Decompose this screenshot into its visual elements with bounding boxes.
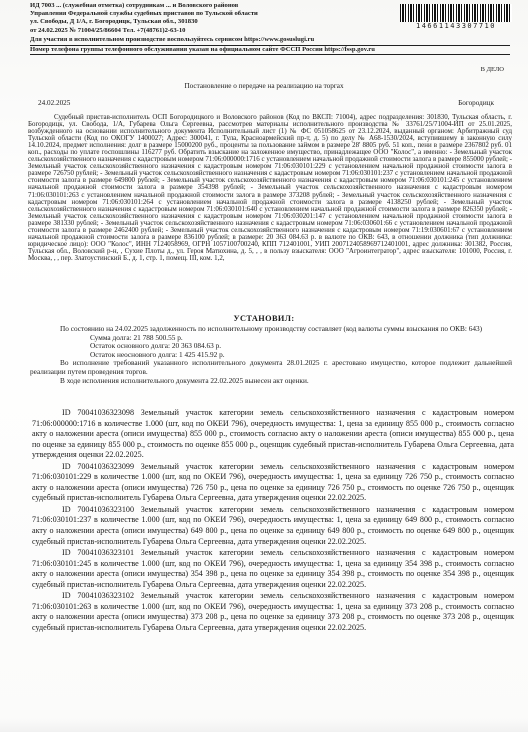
barcode-block bbox=[400, 4, 512, 34]
list-item: ID 70041036323101 Земельный участок категории земель сельскохозяйственного назначения с кадастровым номером 71:06:030101:245 в количестве 1.000 (шт, код по ОКЕИ 796), очередность имущества: 1, цена за единицу 354 398 р., стоимость согласно акту о наложении ареста (описи имущества) 354 398 р., цена по оценке за единицу 354 398 р., стоимость по оценке 354 398 р., оценщик судебный пристав-исполнитель Губарева Ольга Сергеевна, дата утверждения оценки 22.02.2025. bbox=[32, 548, 514, 589]
barcode-number: 14661143307710 bbox=[415, 22, 496, 30]
evaluation-note: В ходе исполнения исполнительного документа 22.02.2025 вынесен акт оценки. bbox=[60, 375, 309, 385]
body-paragraph: Судебный пристав-исполнитель ОСП Богородицкого и Воловского районов (Код по ВКСП: 71004), адрес подразделения: 301830, Тульская область, г. Богородицк, ул. Свобода, 1/А, Губарева Ольга Сергеевна, рассмотрев материалы исполнительного производства № 33761/25/71004-ИП от 25.01.2025, возбужденного на основании исполнительного документа Исполнительный лист (1) № ФС 051058625 от 23.12.2024, выданный органом: Арбитражный суд Тульской области (Код по ОКОГУ 1400027; Адрес: 300041, г. Тула, Красноармейский пр-т, д. 5) по делу № А68-1530/2024, вступившему в законную силу 14.10.2024, предмет исполнения: долг в размере 15000200 руб., проценты за пользование займом в размере 28' 8805 руб. 51 коп., пени в размере 2367802 руб. 01 коп., расходы по уплате госпошлины 116277 руб. Обратить взыскание на заложенное имущество, принадлежащее ООО "Колос", а именно: - Земельный участок сельскохозяйственного назначения с кадастровым номером 71:06:000000:1716 с установлением начальной продажной стоимости залога в размере 855000 рублей; - Земельный участок сельскохозяйственного назначения с кадастровым номером 71:06:030101:229 с установлением начальной продажной стоимости залога в размере 726750 рублей; - Земельный участок сельскохозяйственного назначения с кадастровым номером 71:06:030101:237 с установлением начальной продажной стоимости залога в размере 649800 рублей; - Земельный участок сельскохозяйственного назначения с кадастровым номером 71:06:030101:245 с установлением начальной продажной стоимости залога в размере 354398 рублей; - Земельный участок сельскохозяйственного назначения с кадастровым номером 71:06:030101:263 с установлением начальной продажной стоимости залога в размере 373208 рублей; - Земельный участок сельскохозяйственного назначения с кадастровым номером 71:06:030101:264 с установлением начальной продажной стоимости залога в размере 4138250 рублей; - Земельный участок сельскохозяйственного назначения с кадастровым номером 71:06:030101:640 с установлением начальной продажной стоимости залога в размере 826350 рублей; - Земельный участок сельскохозяйственного назначения с кадастровым номером 71:06:030201:147 с установлением начальной продажной стоимости залога в размере 381330 рублей; - Земельный участок сельскохозяйственного назначения с кадастровым номером 71:06:030601:66 с установлением начальной продажной стоимости залога в размере 2462400 рублей; - Земельный участок сельскохозяйственного назначения с кадастровым номером 71:19:030601:67 с установлением начальной продажной стоимости залога в размере 836100 рублей; в размере: 20 363 084.63 р. в валюте по ОКВ: 643, в отношении должника (тип должника: юридическое лицо): ООО "Колос", ИНН 7124058969, ОГРН 1057100700240, КПП 712401001, УИП 2007124058969712401001, адрес должника: 301382, Россия, Тульская обл., Воловский р-н, , Сухие Плоты д., ул. Героя Матюхина, д. 5, , , в пользу взыскателя: ООО "Агроинтегратор", адрес взыскателя: 101000, Россия, г. Москва, , , пер. Златоустинский Б., д. 1, стр. 1, помещ. III, ком. 1,2, bbox=[28, 113, 512, 262]
date-place-row bbox=[38, 99, 494, 107]
v-delo-mark: В ДЕЛО bbox=[480, 66, 504, 73]
debt-status: По состоянию на 24.02.2025 задолженность по исполнительному производству составляет (код валюты суммы взыскания по ОКВ: 643) bbox=[60, 324, 483, 333]
notice-phone: Номер телефона группы телефонного обслуживания указан на официальном сайте ФССП России https://fssp.gov.ru bbox=[30, 46, 510, 56]
header-line: ИД 7003 ... (служебная отметка) сотрудникам ... и Воловского районов bbox=[30, 2, 239, 9]
execution-note: Во исполнение требований указанного исполнительного документа 28.01.2025 г. арестовано имущество, которое подлежит дальнейшей реализации путем проведения торгов. bbox=[30, 358, 512, 376]
document-body bbox=[28, 114, 512, 262]
header-line: ул. Свободы, Д 1/А, г. Богородицк, Тульская обл., 301830 bbox=[30, 18, 198, 26]
nonmain-debt-rest: Остаток неосновного долга: 1 425 415.92 р. bbox=[90, 349, 225, 359]
header-line: Управления Федеральной службы судебных приставов по Тульской области bbox=[30, 10, 258, 18]
main-debt-rest: Остаток основного долга: 20 363 084.63 р. bbox=[90, 341, 222, 351]
barcode-image bbox=[400, 4, 512, 22]
header-line: от 24.02.2025 № 71004/25/86604 Тел. +7(48761)2-63-10 bbox=[30, 26, 186, 34]
list-item: ID 70041036323102 Земельный участок категории земель сельскохозяйственного назначения с кадастровым номером 71:06:030101:263 в количестве 1.000 (шт, код по ОКЕИ 796), очередность имущества: 1, цена за единицу 373 208 р., стоимость согласно акту о наложении ареста (описи имущества) 373 208 р., цена по оценке за единицу 373 208 р., стоимость по оценке 373 208 р., оценщик судебный пристав-исполнитель Губарева Ольга Сергеевна, дата утверждения оценки 22.02.2025. bbox=[32, 591, 514, 632]
notice-gosuslugi: Для участия в исполнительном производстве воспользуйтесь сервисом https://www.gosuslugi.ru bbox=[30, 36, 510, 46]
document-place: Богородицк bbox=[458, 99, 494, 107]
debt-section bbox=[30, 325, 512, 385]
issuer-header bbox=[30, 2, 390, 35]
service-notice bbox=[30, 36, 510, 55]
debt-sum: Сумма долга: 21 788 500.55 р. bbox=[90, 332, 183, 342]
document-date: 24.02.2025 bbox=[38, 99, 71, 107]
scan-edge-shade bbox=[0, 718, 528, 732]
ustanovil-heading: УСТАНОВИЛ: bbox=[233, 314, 295, 323]
list-item: ID 70041036323100 Земельный участок категории земель сельскохозяйственного назначения с кадастровым номером 71:06:030101:237 в количестве 1.000 (шт, код по ОКЕИ 796), очередность имущества: 1, цена за единицу 649 800 р., стоимость согласно акту о наложении ареста (описи имущества) 649 800 р., цена по оценке за единицу 649 800 р., стоимость по оценке 649 800 р., оценщик судебный пристав-исполнитель Губарева Ольга Сергеевна, дата утверждения оценки 22.02.2025. bbox=[32, 504, 514, 546]
list-item: ID 70041036323098 Земельный участок категории земель сельскохозяйственного назначения с кадастровым номером 71:06:000000:1716 в количестве 1.000 (шт, код по ОКЕИ 796), очередность имущества: 1, цена за единицу 855 000 р., стоимость согласно акту о наложении ареста (описи имущества) 855 000 р., стоимость согласно акту о наложении ареста (описи имущества) 855 000 р., цена по оценке за единицу 855 000 р., стоимость по оценке 855 000 р., оценщик судебный пристав-исполнитель Губарева Ольга Сергеевна, дата утверждения оценки 22.02.2025. bbox=[32, 408, 514, 460]
list-item: ID 70041036323099 Земельный участок категории земель сельскохозяйственного назначения с кадастровым номером 71:06:030101:229 в количестве 1.000 (шт, код по ОКЕИ 796), очередность имущества: 1, цена за единицу 726 750 р., стоимость согласно акту о наложении ареста (описи имущества) 726 750 р., цена по оценке за единицу 726 750 р., стоимость по оценке 726 750 р., оценщик судебный пристав-исполнитель Губарева Ольга Сергеевна, дата утверждения оценки 22.02.2025. bbox=[32, 461, 514, 503]
document-title: Постановление о передаче на реализацию на торгах bbox=[184, 82, 344, 90]
property-list bbox=[32, 408, 514, 634]
